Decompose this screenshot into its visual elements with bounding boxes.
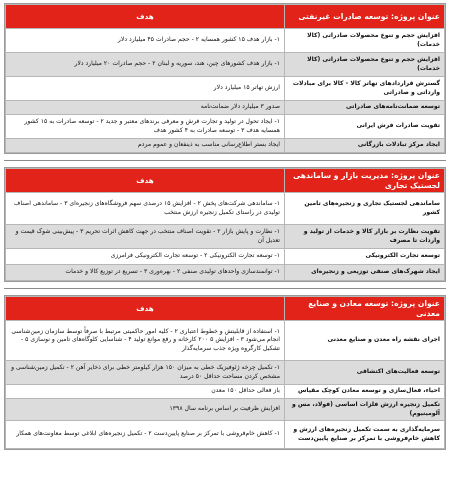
project-title: عنوان پروژه: توسعه معادن و صنایع معدنی <box>285 297 445 321</box>
table-header <box>6 169 445 193</box>
subject-cell: گسترش قراردادهای تهاتر کالا - کالا برای مبادلات وارداتی و صادراتی <box>285 77 445 101</box>
goal-cell: صدور ۳ میلیارد دلار ضمانت‌نامه <box>6 101 285 115</box>
project-table-mining <box>4 295 446 450</box>
subject-cell: تقویت صادرات فرش ایرانی <box>285 115 445 139</box>
table-row <box>6 115 445 139</box>
section-divider <box>4 160 446 161</box>
subject-cell: توسعه ضمانت‌نامه‌های صادراتی <box>285 101 445 115</box>
subject-cell: توسعه تجارت الکترونیکی <box>285 249 445 265</box>
table-row <box>6 421 445 449</box>
table-row <box>6 321 445 361</box>
goal-cell: ۱- توسعه تجارت الکترونیکی ۲ - توسعه تجارت الکترونیکی فرامرزی <box>6 249 285 265</box>
table-row <box>6 139 445 153</box>
table-row <box>6 249 445 265</box>
goal-cell: ۱- کاهش خام‌فروشی با تمرکز بر صنایع پایین‌دست ۲ - تکمیل زنجیره‌های ابلاغی توسط معاونت‌های همکار <box>6 421 285 449</box>
table-row <box>6 225 445 249</box>
table-row <box>6 385 445 399</box>
section-divider <box>4 288 446 289</box>
table-row <box>6 77 445 101</box>
goal-cell: ارزش تهاتر ۱۵ میلیارد دلار <box>6 77 285 101</box>
goal-cell: ۱- توانمندسازی واحدهای تولیدی صنفی ۲ - بهره‌وری ۳ - تسریع در توزیع کالا و خدمات <box>6 265 285 281</box>
project-title: عنوان پروژه: توسعه صادرات غیرنفتی <box>285 5 445 29</box>
goal-cell: ۱- نظارت و پایش بازار ۲ - تقویت اصناف منتخب در جهت کاهش اثرات تحریم ۳ - پیش‌بینی شوک قیمت و تعدیل آن <box>6 225 285 249</box>
subject-cell: سرمایه‌گذاری به سمت تکمیل زنجیره‌های ارزش و کاهش خام‌فروشی با تمرکز بر صنایع پایین‌دست <box>285 421 445 449</box>
table-row <box>6 53 445 77</box>
subject-cell: ایجاد مرکز تبادلات بازرگانی <box>285 139 445 153</box>
table-row <box>6 265 445 281</box>
subject-cell: اجرای نقشه راه معدن و صنایع معدنی <box>285 321 445 361</box>
table-header <box>6 297 445 321</box>
subject-cell: احیاء، فعال‌سازی و توسعه معادن کوچک مقیاس <box>285 385 445 399</box>
goal-cell: ۱- تکمیل چرخه ژئوفیزیک خطی به میزان ۱۵۰ هزار کیلومتر خطی برای ذخایر آهن ۲ - تکمیل زمین‌شناسی و مشخص کردن مساحت حداقل ۵۰ درصد <box>6 361 285 385</box>
project-table-export <box>4 3 446 154</box>
subject-cell: توسعه فعالیت‌های اکتشافی <box>285 361 445 385</box>
subject-cell: افزایش حجم و تنوع محصولات صادراتی (کالا خدمات) <box>285 29 445 53</box>
project-title: عنوان پروژه: مدیریت بازار و ساماندهی لجستیک تجاری <box>285 169 445 193</box>
goal-cell: ۱- بازار هدف کشورهای چین، هند، سوریه و لبنان ۲ - حجم صادرات ۲۰ میلیارد دلار <box>6 53 285 77</box>
goal-cell: ۱- ایجاد تحول در تولید و تجارت فرش و معرفی برندهای معتبر و جدید ۲ - توسعه صادرات به ۱۵ کشور همسایه هدف ۳ - توسعه صادرات به ۴ کشور هدف <box>6 115 285 139</box>
table-header <box>6 5 445 29</box>
goal-header: هدف <box>6 5 285 29</box>
goal-cell: ۱- ساماندهی شرکت‌های پخش ۲ - افزایش ۱۵ درصدی سهم فروشگاه‌های زنجیره‌ای ۳ - ساماندهی اصناف تولیدی در راستای تکمیل زنجیره ارزش منتخب <box>6 193 285 225</box>
goal-cell: افزایش ظرفیت بر اساس برنامه سال ۱۳۹۸ <box>6 399 285 421</box>
table-row <box>6 29 445 53</box>
project-table-market <box>4 167 446 282</box>
goal-cell: ۱- استفاده از قابلیتش و خطوط اعتباری ۲ - کلیه امور حاکمیتی مرتبط با صرفاً توسط سازمان زمین‌شناسی انجام می‌شود ۳ - افزایش ۵ ۲۰۰ کارخانه و رفع موانع تولید ۴ - شناسایی کلوگاه‌های تامین و نوسازی ۵ - تشکیل کارگروه ویژه جذب سرمایه‌گذار <box>6 321 285 361</box>
table-row <box>6 361 445 385</box>
table-row <box>6 193 445 225</box>
subject-cell: ایجاد شهرک‌های صنفی توزیعی و زنجیره‌ای <box>285 265 445 281</box>
goal-cell: ایجاد بستر اطلاع‌رسانی مناسب به ذینفعان و عموم مردم <box>6 139 285 153</box>
goal-header: هدف <box>6 297 285 321</box>
goal-header: هدف <box>6 169 285 193</box>
subject-cell: افزایش حجم و تنوع محصولات صادراتی (کالا خدمات) <box>285 53 445 77</box>
subject-cell: ساماندهی لجستیک تجاری و زنجیره‌های تامین کشور <box>285 193 445 225</box>
goal-cell: باز فعالی حداقل ۱۵۰ معدن <box>6 385 285 399</box>
subject-cell: تکمیل زنجیره ارزش فلزات اساسی (فولاد، مس و آلومینیوم) <box>285 399 445 421</box>
table-row <box>6 101 445 115</box>
table-row <box>6 399 445 421</box>
subject-cell: تقویت نظارت بر بازار کالا و خدمات از تولید و واردات تا مصرف <box>285 225 445 249</box>
goal-cell: ۱- بازار هدف ۱۵ کشور همسایه ۲ - حجم صادرات ۴۵ میلیارد دلار <box>6 29 285 53</box>
